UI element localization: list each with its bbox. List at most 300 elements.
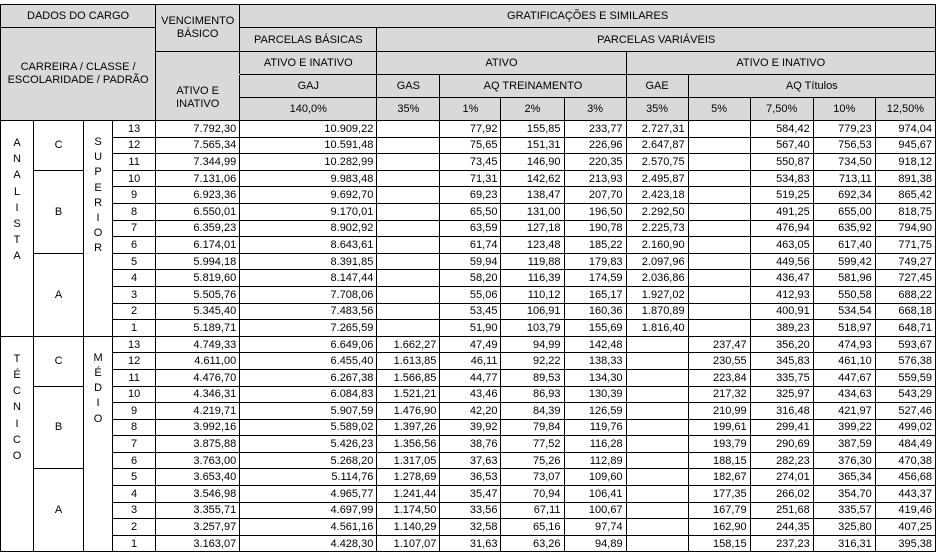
table-row: [1, 535, 936, 552]
cell-titulos-1: [688, 154, 750, 171]
cell-treinamento-3: 97,74: [564, 519, 626, 536]
cell-gaj: 5.114,76: [240, 469, 377, 486]
cell-titulos-3: 635,92: [813, 220, 875, 237]
cell-titulos-2: 476,94: [750, 220, 813, 237]
gae-header: GAE: [626, 75, 688, 98]
cell-gae: [626, 369, 688, 386]
cell-gas: [377, 154, 440, 171]
cell-gaj: 7.708,06: [240, 286, 377, 303]
cell-vencimento: 3.163,07: [156, 535, 240, 552]
cell-titulos-1: [688, 286, 750, 303]
cell-treinamento-2: 86,93: [501, 386, 564, 403]
medio-label-letter: M: [93, 351, 103, 364]
cell-titulos-4: 818,75: [875, 203, 935, 220]
cell-gae: 2.423,18: [626, 187, 688, 204]
cell-treinamento-3: 179,83: [564, 253, 626, 270]
cell-padrao: 6: [113, 237, 156, 254]
table-row: [1, 502, 936, 519]
cell-titulos-3: 461,10: [813, 353, 875, 370]
cell-titulos-1: [688, 187, 750, 204]
cell-titulos-4: 543,29: [875, 386, 935, 403]
cell-titulos-3: 692,34: [813, 187, 875, 204]
cell-gaj: 8.391,85: [240, 253, 377, 270]
cell-gas: 1.521,21: [377, 386, 440, 403]
cell-treinamento-2: 116,39: [501, 270, 564, 287]
cell-gae: [626, 519, 688, 536]
cell-titulos-4: 688,22: [875, 286, 935, 303]
cell-padrao: 5: [113, 469, 156, 486]
class-cell: C: [34, 121, 84, 171]
pct-gae: 35%: [626, 98, 688, 121]
cell-titulos-4: 593,67: [875, 336, 935, 353]
table-row: [1, 369, 936, 386]
cell-titulos-2: 290,69: [750, 436, 813, 453]
cell-gas: 1.613,85: [377, 353, 440, 370]
cell-treinamento-2: 142,62: [501, 170, 564, 187]
cell-padrao: 6: [113, 452, 156, 469]
cell-gae: [626, 336, 688, 353]
cell-titulos-3: 421,97: [813, 403, 875, 420]
cell-titulos-2: 567,40: [750, 137, 813, 154]
cell-treinamento-3: 160,36: [564, 303, 626, 320]
cell-treinamento-2: 89,53: [501, 369, 564, 386]
table-row: [1, 270, 936, 287]
cell-padrao: 2: [113, 303, 156, 320]
cell-treinamento-3: 126,59: [564, 403, 626, 420]
cell-titulos-3: 713,11: [813, 170, 875, 187]
analista-label-letter: L: [13, 185, 21, 198]
class-cell: A: [34, 253, 84, 336]
cell-padrao: 12: [113, 137, 156, 154]
cell-treinamento-3: 185,22: [564, 237, 626, 254]
superior-label-letter: R: [94, 196, 103, 209]
parcelas-basicas-header: PARCELAS BÁSICAS: [240, 28, 377, 52]
cell-treinamento-3: 138,33: [564, 353, 626, 370]
cell-treinamento-1: 53,45: [440, 303, 501, 320]
cell-treinamento-2: 79,84: [501, 419, 564, 436]
cell-treinamento-1: 75,65: [440, 137, 501, 154]
cell-titulos-3: 734,50: [813, 154, 875, 171]
cell-titulos-4: 419,46: [875, 502, 935, 519]
cell-treinamento-3: 100,67: [564, 502, 626, 519]
table-row: [1, 320, 936, 337]
cell-titulos-3: 325,80: [813, 519, 875, 536]
cell-titulos-4: 749,27: [875, 253, 935, 270]
cell-treinamento-1: 42,20: [440, 403, 501, 420]
cell-gae: 2.225,73: [626, 220, 688, 237]
cell-padrao: 11: [113, 154, 156, 171]
cell-vencimento: 3.355,71: [156, 502, 240, 519]
table-row: [1, 452, 936, 469]
superior-label-letter: P: [94, 166, 102, 179]
table-row: [1, 519, 936, 536]
cell-padrao: 7: [113, 220, 156, 237]
table-row: [1, 353, 936, 370]
cell-titulos-3: 599,42: [813, 253, 875, 270]
cell-titulos-2: 449,56: [750, 253, 813, 270]
cell-treinamento-2: 110,12: [501, 286, 564, 303]
cell-gaj: 9.692,70: [240, 187, 377, 204]
cell-titulos-2: 356,20: [750, 336, 813, 353]
cell-titulos-2: 436,47: [750, 270, 813, 287]
analista-label: [1, 121, 34, 337]
cell-titulos-4: 794,90: [875, 220, 935, 237]
cell-padrao: 8: [113, 203, 156, 220]
cell-titulos-3: 550,58: [813, 286, 875, 303]
cell-treinamento-1: 36,53: [440, 469, 501, 486]
cell-gae: [626, 535, 688, 552]
cell-treinamento-2: 73,07: [501, 469, 564, 486]
cell-gas: 1.140,29: [377, 519, 440, 536]
carreira-header: CARREIRA / CLASSE / ESCOLARIDADE / PADRÃO: [1, 28, 156, 121]
cell-titulos-4: 527,46: [875, 403, 935, 420]
tecnico-label: [1, 336, 34, 552]
aq-titulos-header: AQ Títulos: [688, 75, 935, 98]
cell-treinamento-1: 43,46: [440, 386, 501, 403]
cell-gaj: 4.561,16: [240, 519, 377, 536]
gaj-header: GAJ: [240, 75, 377, 98]
cell-titulos-1: [688, 270, 750, 287]
tecnico-label-letter: I: [15, 417, 19, 430]
cell-treinamento-1: 35,47: [440, 486, 501, 503]
cell-treinamento-3: 226,96: [564, 137, 626, 154]
table-row: [1, 386, 936, 403]
cell-gaj: 5.268,20: [240, 452, 377, 469]
salary-table-body: [1, 121, 936, 552]
cell-titulos-2: 534,83: [750, 170, 813, 187]
cell-titulos-2: 325,97: [750, 386, 813, 403]
cell-treinamento-1: 32,58: [440, 519, 501, 536]
cell-gae: 2.097,96: [626, 253, 688, 270]
cell-treinamento-2: 123,48: [501, 237, 564, 254]
analista-label-letter: I: [15, 201, 19, 214]
cell-titulos-3: 365,34: [813, 469, 875, 486]
cell-vencimento: 3.763,00: [156, 452, 240, 469]
cell-gas: [377, 303, 440, 320]
cell-titulos-3: 474,93: [813, 336, 875, 353]
cell-treinamento-3: 174,59: [564, 270, 626, 287]
cell-gae: 2.495,87: [626, 170, 688, 187]
cell-gaj: 7.483,56: [240, 303, 377, 320]
analista-label-letter: S: [13, 218, 21, 231]
cell-titulos-4: 443,37: [875, 486, 935, 503]
pct-titulos-2: 7,50%: [750, 98, 813, 121]
table-row: [1, 170, 936, 187]
cell-titulos-4: 559,59: [875, 369, 935, 386]
cell-gaj: 5.907,59: [240, 403, 377, 420]
cell-padrao: 1: [113, 535, 156, 552]
cell-titulos-2: 299,41: [750, 419, 813, 436]
table-row: [1, 253, 936, 270]
cell-titulos-1: [688, 253, 750, 270]
cell-treinamento-3: 220,35: [564, 154, 626, 171]
table-row: [1, 403, 936, 420]
class-cell: C: [34, 336, 84, 386]
cell-gas: [377, 320, 440, 337]
cell-titulos-2: 550,87: [750, 154, 813, 171]
cell-treinamento-1: 51,90: [440, 320, 501, 337]
class-cell: B: [34, 386, 84, 469]
cell-treinamento-3: 165,17: [564, 286, 626, 303]
cell-vencimento: 7.131,06: [156, 170, 240, 187]
cell-titulos-4: 499,02: [875, 419, 935, 436]
analista-label-letter: A: [13, 250, 21, 263]
cell-treinamento-1: 55,06: [440, 286, 501, 303]
cell-treinamento-3: 112,89: [564, 452, 626, 469]
table-row: [1, 336, 936, 353]
table-row: [1, 154, 936, 171]
cell-vencimento: 6.923,36: [156, 187, 240, 204]
cell-gae: [626, 403, 688, 420]
cell-titulos-2: 266,02: [750, 486, 813, 503]
cell-gae: 1.870,89: [626, 303, 688, 320]
cell-treinamento-2: 84,39: [501, 403, 564, 420]
superior-label-letter: U: [94, 151, 103, 164]
cell-treinamento-1: 39,92: [440, 419, 501, 436]
cell-treinamento-2: 75,26: [501, 452, 564, 469]
superior-label-letter: E: [94, 181, 102, 194]
class-cell: A: [34, 469, 84, 552]
cell-treinamento-2: 103,79: [501, 320, 564, 337]
table-row: [1, 469, 936, 486]
cell-gae: [626, 502, 688, 519]
cell-titulos-3: 581,96: [813, 270, 875, 287]
cell-gaj: 5.426,23: [240, 436, 377, 453]
cell-treinamento-2: 92,22: [501, 353, 564, 370]
cell-treinamento-2: 119,88: [501, 253, 564, 270]
cell-padrao: 4: [113, 486, 156, 503]
cell-titulos-3: 518,97: [813, 320, 875, 337]
analista-label-letter: T: [13, 234, 21, 247]
gratificacoes-header: GRATIFICAÇÕES E SIMILARES: [240, 5, 936, 28]
superior-label-letter: R: [94, 242, 103, 255]
cell-titulos-1: 210,99: [688, 403, 750, 420]
cell-gaj: 9.983,48: [240, 170, 377, 187]
medio-label-letter: O: [93, 412, 103, 425]
cell-vencimento: 3.546,98: [156, 486, 240, 503]
cell-vencimento: 4.219,71: [156, 403, 240, 420]
vencimento-basico-header: VENCIMENTO BÁSICO: [156, 5, 240, 52]
cell-titulos-4: 771,75: [875, 237, 935, 254]
table-row: [1, 286, 936, 303]
cell-padrao: 8: [113, 419, 156, 436]
cell-gas: [377, 203, 440, 220]
cell-gaj: 4.965,77: [240, 486, 377, 503]
cell-padrao: 1: [113, 320, 156, 337]
cell-treinamento-2: 127,18: [501, 220, 564, 237]
analista-label-letter: N: [13, 153, 21, 166]
pct-titulos-1: 5%: [688, 98, 750, 121]
cell-titulos-2: 584,42: [750, 121, 813, 138]
cell-gas: 1.397,26: [377, 419, 440, 436]
cell-treinamento-1: 73,45: [440, 154, 501, 171]
dados-do-cargo-header: DADOS DO CARGO: [1, 5, 156, 28]
analista-label-letter: A: [13, 137, 21, 149]
cell-padrao: 7: [113, 436, 156, 453]
tecnico-label-letter: C: [13, 385, 21, 398]
cell-titulos-1: 162,90: [688, 519, 750, 536]
cell-titulos-3: 316,31: [813, 535, 875, 552]
cell-gae: 2.292,50: [626, 203, 688, 220]
cell-titulos-1: [688, 203, 750, 220]
cell-gaj: 10.909,22: [240, 121, 377, 138]
cell-padrao: 10: [113, 170, 156, 187]
cell-gaj: 4.428,30: [240, 535, 377, 552]
cell-gas: [377, 121, 440, 138]
cell-vencimento: 5.345,40: [156, 303, 240, 320]
cell-treinamento-1: 61,74: [440, 237, 501, 254]
cell-vencimento: 5.994,18: [156, 253, 240, 270]
cell-vencimento: 7.344,99: [156, 154, 240, 171]
cell-titulos-1: [688, 320, 750, 337]
cell-gae: 2.160,90: [626, 237, 688, 254]
cell-vencimento: 4.611,00: [156, 353, 240, 370]
cell-titulos-4: 576,38: [875, 353, 935, 370]
cell-gaj: 7.265,59: [240, 320, 377, 337]
cell-vencimento: 3.875,88: [156, 436, 240, 453]
cell-titulos-3: 387,59: [813, 436, 875, 453]
cell-gae: [626, 419, 688, 436]
cell-titulos-1: [688, 303, 750, 320]
table-row: [1, 303, 936, 320]
cell-treinamento-1: 58,20: [440, 270, 501, 287]
cell-titulos-1: 158,15: [688, 535, 750, 552]
cell-gaj: 4.697,99: [240, 502, 377, 519]
cell-titulos-4: 456,68: [875, 469, 935, 486]
cell-titulos-4: 407,25: [875, 519, 935, 536]
cell-titulos-3: 655,00: [813, 203, 875, 220]
cell-titulos-2: 282,23: [750, 452, 813, 469]
cell-treinamento-1: 47,49: [440, 336, 501, 353]
cell-titulos-3: 354,70: [813, 486, 875, 503]
cell-titulos-4: 918,12: [875, 154, 935, 171]
cell-padrao: 9: [113, 187, 156, 204]
cell-treinamento-1: 31,63: [440, 535, 501, 552]
cell-treinamento-1: 38,76: [440, 436, 501, 453]
cell-padrao: 12: [113, 353, 156, 370]
cell-treinamento-3: 106,41: [564, 486, 626, 503]
cell-titulos-4: 727,45: [875, 270, 935, 287]
cell-gas: [377, 237, 440, 254]
cell-gaj: 8.643,61: [240, 237, 377, 254]
cell-gaj: 8.902,92: [240, 220, 377, 237]
cell-titulos-2: 244,35: [750, 519, 813, 536]
aq-treinamento-header: AQ TREINAMENTO: [440, 75, 626, 98]
cell-gae: 1.927,02: [626, 286, 688, 303]
cell-titulos-4: 668,18: [875, 303, 935, 320]
cell-treinamento-2: 138,47: [501, 187, 564, 204]
cell-titulos-4: 974,04: [875, 121, 935, 138]
parcelas-variaveis-header: PARCELAS VARIÁVEIS: [377, 28, 936, 52]
cell-titulos-1: 217,32: [688, 386, 750, 403]
cell-gas: 1.317,05: [377, 452, 440, 469]
cell-titulos-2: 345,83: [750, 353, 813, 370]
cell-treinamento-3: 119,76: [564, 419, 626, 436]
cell-titulos-2: 400,91: [750, 303, 813, 320]
cell-titulos-1: [688, 121, 750, 138]
medio-label-letter: É: [94, 366, 102, 379]
tecnico-label-letter: C: [13, 433, 21, 446]
cell-titulos-2: 491,25: [750, 203, 813, 220]
cell-titulos-2: 251,68: [750, 502, 813, 519]
superior-label-letter: O: [93, 227, 103, 240]
analista-label-letter: A: [13, 169, 21, 182]
cell-gaj: 6.649,06: [240, 336, 377, 353]
cell-gas: 1.476,90: [377, 403, 440, 420]
cell-gas: [377, 270, 440, 287]
cell-vencimento: 7.565,34: [156, 137, 240, 154]
gas-header: GAS: [377, 75, 440, 98]
cell-treinamento-2: 131,00: [501, 203, 564, 220]
cell-vencimento: 4.476,70: [156, 369, 240, 386]
cell-padrao: 2: [113, 519, 156, 536]
header-row-2: [1, 28, 936, 52]
cell-gas: [377, 170, 440, 187]
medio-label-letter: D: [94, 382, 103, 395]
cell-treinamento-3: 134,30: [564, 369, 626, 386]
cell-titulos-1: 193,79: [688, 436, 750, 453]
cell-padrao: 10: [113, 386, 156, 403]
cell-gas: [377, 137, 440, 154]
cell-gas: 1.662,27: [377, 336, 440, 353]
table-row: [1, 436, 936, 453]
table-row: [1, 220, 936, 237]
cell-padrao: 9: [113, 403, 156, 420]
cell-gas: [377, 286, 440, 303]
cell-treinamento-3: 196,50: [564, 203, 626, 220]
cell-treinamento-1: 71,31: [440, 170, 501, 187]
cell-treinamento-1: 69,23: [440, 187, 501, 204]
cell-treinamento-1: 33,56: [440, 502, 501, 519]
cell-titulos-4: 648,71: [875, 320, 935, 337]
medio-label: [84, 336, 113, 552]
cell-treinamento-3: 207,70: [564, 187, 626, 204]
cell-gas: [377, 220, 440, 237]
cell-vencimento: 5.189,71: [156, 320, 240, 337]
cell-treinamento-3: 94,89: [564, 535, 626, 552]
cell-titulos-2: 412,93: [750, 286, 813, 303]
tecnico-label-letter: T: [13, 352, 21, 365]
cell-treinamento-2: 146,90: [501, 154, 564, 171]
cell-titulos-1: [688, 220, 750, 237]
table-row: [1, 121, 936, 138]
cell-titulos-2: 316,48: [750, 403, 813, 420]
cell-treinamento-2: 106,91: [501, 303, 564, 320]
cell-padrao: 13: [113, 336, 156, 353]
cell-vencimento: 6.550,01: [156, 203, 240, 220]
cell-titulos-1: [688, 137, 750, 154]
cell-titulos-4: 945,67: [875, 137, 935, 154]
cell-gas: 1.174,50: [377, 502, 440, 519]
cell-treinamento-2: 70,94: [501, 486, 564, 503]
cell-gas: [377, 187, 440, 204]
cell-treinamento-3: 155,69: [564, 320, 626, 337]
ativo-inativo-variaveis-header: ATIVO E INATIVO: [626, 52, 935, 75]
cell-titulos-3: 376,30: [813, 452, 875, 469]
cell-titulos-3: 447,67: [813, 369, 875, 386]
cell-vencimento: 3.257,97: [156, 519, 240, 536]
cell-treinamento-1: 59,94: [440, 253, 501, 270]
cell-treinamento-2: 63,26: [501, 535, 564, 552]
cell-titulos-4: 395,38: [875, 535, 935, 552]
cell-treinamento-1: 46,11: [440, 353, 501, 370]
cell-titulos-2: 335,75: [750, 369, 813, 386]
cell-treinamento-2: 65,16: [501, 519, 564, 536]
cell-titulos-1: 182,67: [688, 469, 750, 486]
cell-treinamento-2: 155,85: [501, 121, 564, 138]
cell-titulos-1: 188,15: [688, 452, 750, 469]
cell-treinamento-1: 65,50: [440, 203, 501, 220]
